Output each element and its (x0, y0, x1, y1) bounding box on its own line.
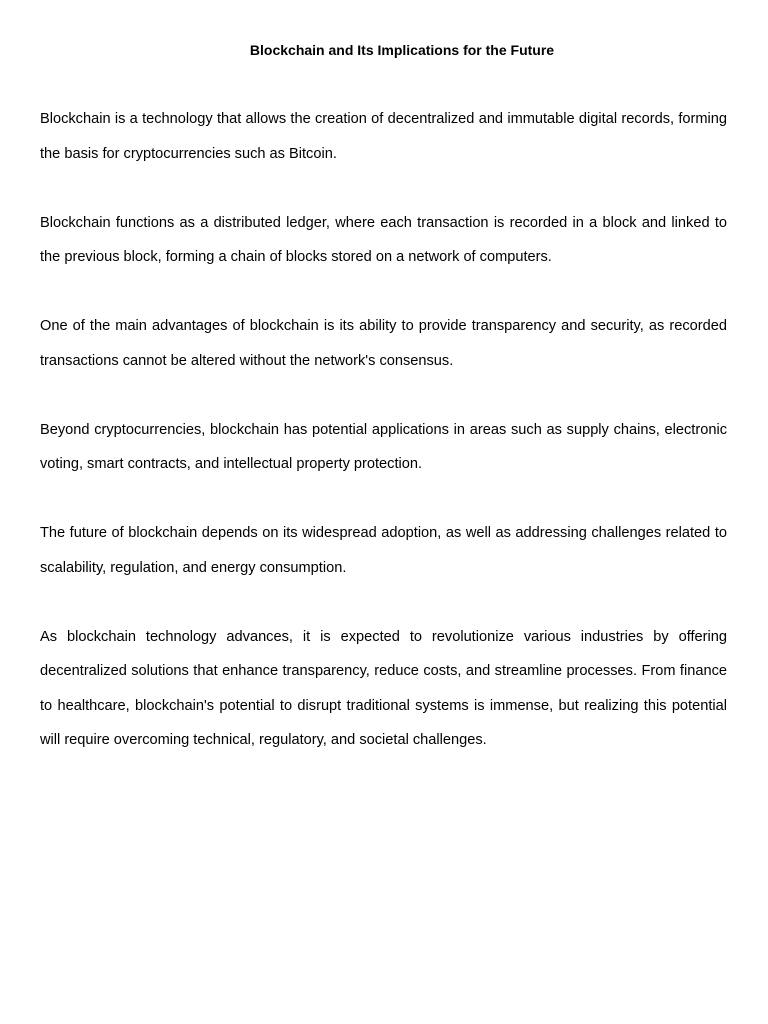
paragraph-applications: Beyond cryptocurrencies, blockchain has potential applications in areas such as supply chains, electronic voting, smart contracts, and intellectual property protection. (40, 421, 727, 472)
paragraph-advantages: One of the main advantages of blockchain is its ability to provide transparency and security, as recorded transactions cannot be altered without the network's consensus. (40, 318, 727, 369)
paragraph-future: The future of blockchain depends on its widespread adoption, as well as addressing challenges related to scalability, regulation, and energy consumption. (40, 525, 727, 576)
document-title: Blockchain and Its Implications for the Future (249, 42, 555, 58)
paragraph-intro: Blockchain is a technology that allows the creation of decentralized and immutable digital records, forming the basis for cryptocurrencies such as Bitcoin. (40, 111, 727, 162)
document-body (40, 102, 727, 792)
paragraph-distributed-ledger: Blockchain functions as a distributed ledger, where each transaction is recorded in a block and linked to the previous block, forming a chain of blocks stored on a network of computers. (40, 214, 727, 265)
paragraph-conclusion: As blockchain technology advances, it is expected to revolutionize various industries by offering decentralized solutions that enhance transparency, reduce costs, and streamline processes. From finance to healthcare, blockchain's potential to disrupt traditional systems is immense, but realizing this potential will require overcoming technical, regulatory, and societal challenges. (40, 628, 727, 748)
